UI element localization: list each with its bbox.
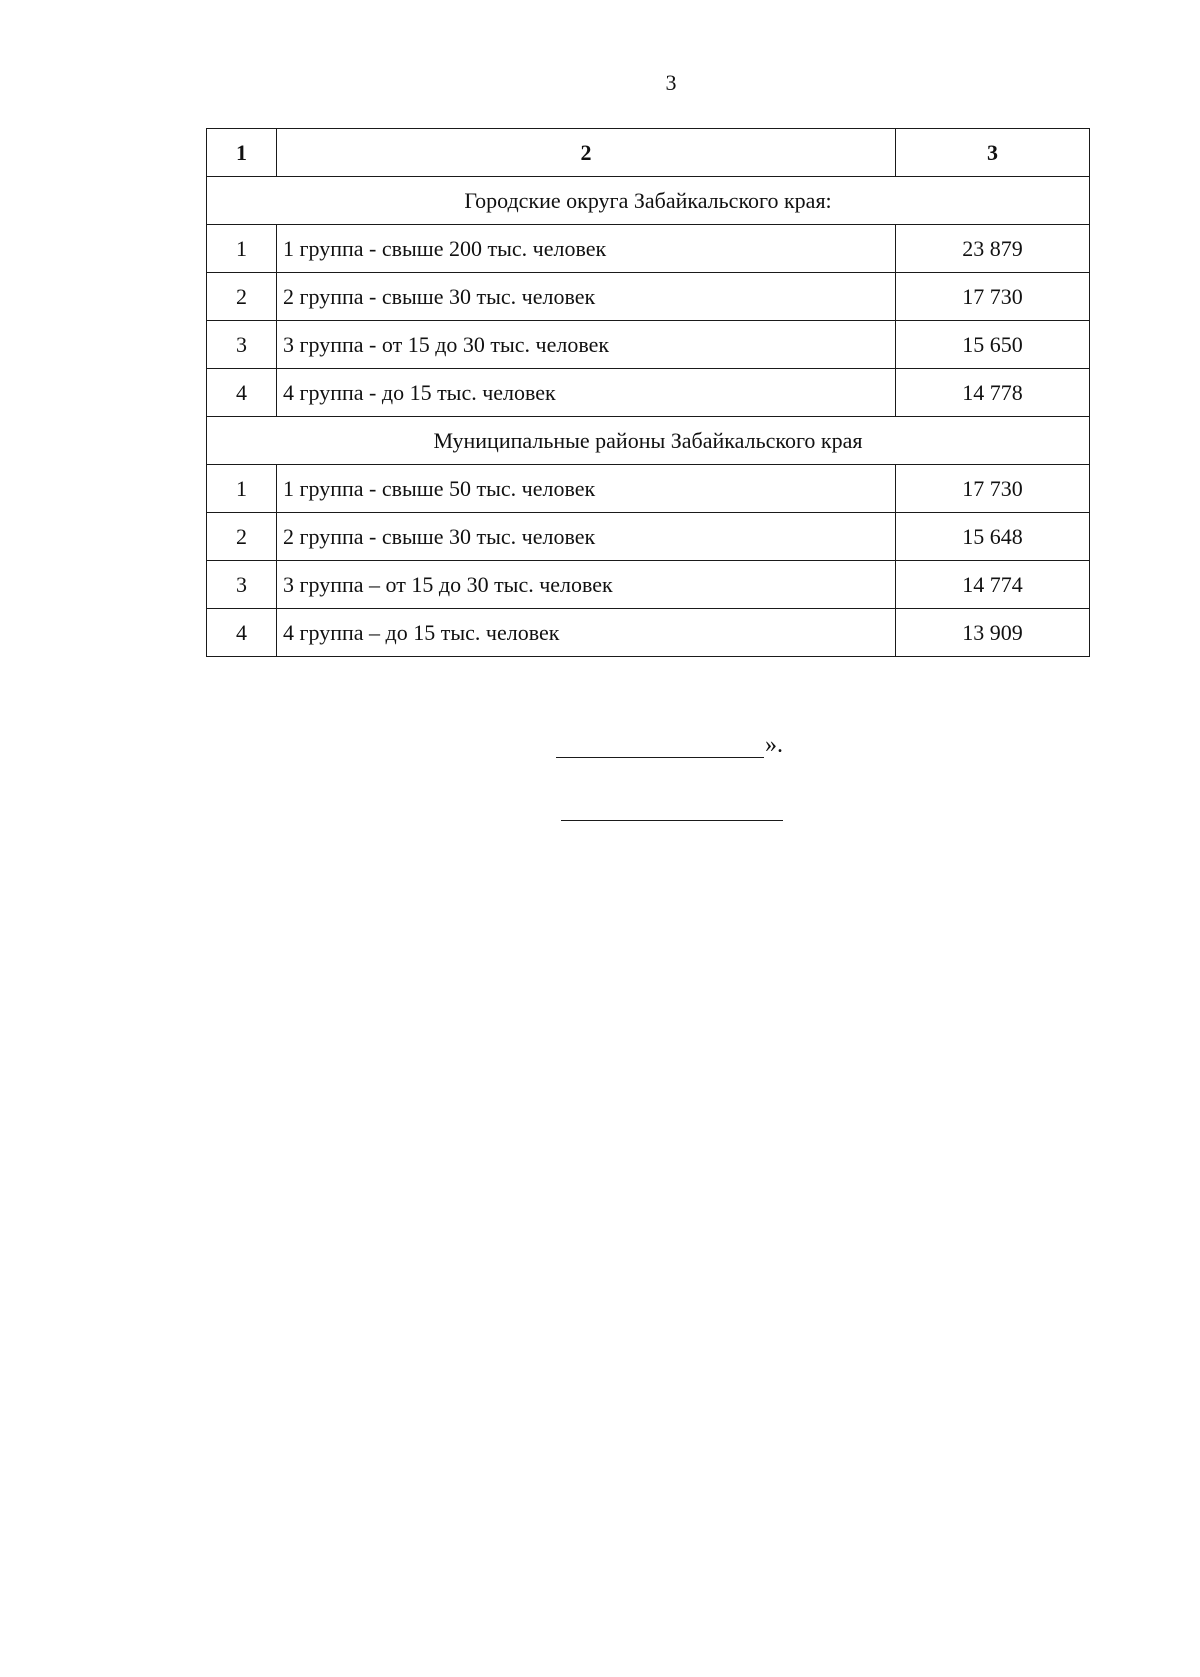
row-name: 4 группа - до 15 тыс. человек: [277, 369, 896, 417]
row-number: 2: [207, 513, 277, 561]
table-header-row: [207, 129, 1090, 177]
row-value: 14 774: [896, 561, 1090, 609]
table-row: [207, 513, 1090, 561]
row-number: 3: [207, 321, 277, 369]
row-name: 4 группа – до 15 тыс. человек: [277, 609, 896, 657]
closing-quote-mark: ».: [765, 732, 783, 758]
row-name: 2 группа - свыше 30 тыс. человек: [277, 273, 896, 321]
end-divider-line: [561, 820, 783, 821]
row-name: 1 группа - свыше 200 тыс. человек: [277, 225, 896, 273]
section-title-urban: Городские округа Забайкальского края:: [207, 177, 1090, 225]
row-number: 1: [207, 225, 277, 273]
row-number: 4: [207, 609, 277, 657]
row-number: 1: [207, 465, 277, 513]
table-row: [207, 609, 1090, 657]
row-number: 4: [207, 369, 277, 417]
row-value: 15 650: [896, 321, 1090, 369]
row-value: 13 909: [896, 609, 1090, 657]
row-value: 15 648: [896, 513, 1090, 561]
page-number: 3: [665, 70, 677, 95]
table-row: [207, 321, 1090, 369]
row-name: 3 группа - от 15 до 30 тыс. человек: [277, 321, 896, 369]
table-row: [207, 225, 1090, 273]
table-row: [207, 369, 1090, 417]
header-cell-1: 1: [207, 129, 277, 177]
row-value: 14 778: [896, 369, 1090, 417]
data-table: [206, 128, 1090, 657]
header-cell-3: 3: [896, 129, 1090, 177]
row-number: 2: [207, 273, 277, 321]
row-name: 1 группа - свыше 50 тыс. человек: [277, 465, 896, 513]
row-value: 17 730: [896, 465, 1090, 513]
table-row: [207, 273, 1090, 321]
section-row: [207, 177, 1090, 225]
row-number: 3: [207, 561, 277, 609]
table-row: [207, 561, 1090, 609]
header-cell-2: 2: [277, 129, 896, 177]
row-name: 3 группа – от 15 до 30 тыс. человек: [277, 561, 896, 609]
row-value: 23 879: [896, 225, 1090, 273]
section-title-districts: Муниципальные районы Забайкальского края: [207, 417, 1090, 465]
closing-underline: [556, 735, 764, 758]
section-row: [207, 417, 1090, 465]
row-value: 17 730: [896, 273, 1090, 321]
row-name: 2 группа - свыше 30 тыс. человек: [277, 513, 896, 561]
table-row: [207, 465, 1090, 513]
